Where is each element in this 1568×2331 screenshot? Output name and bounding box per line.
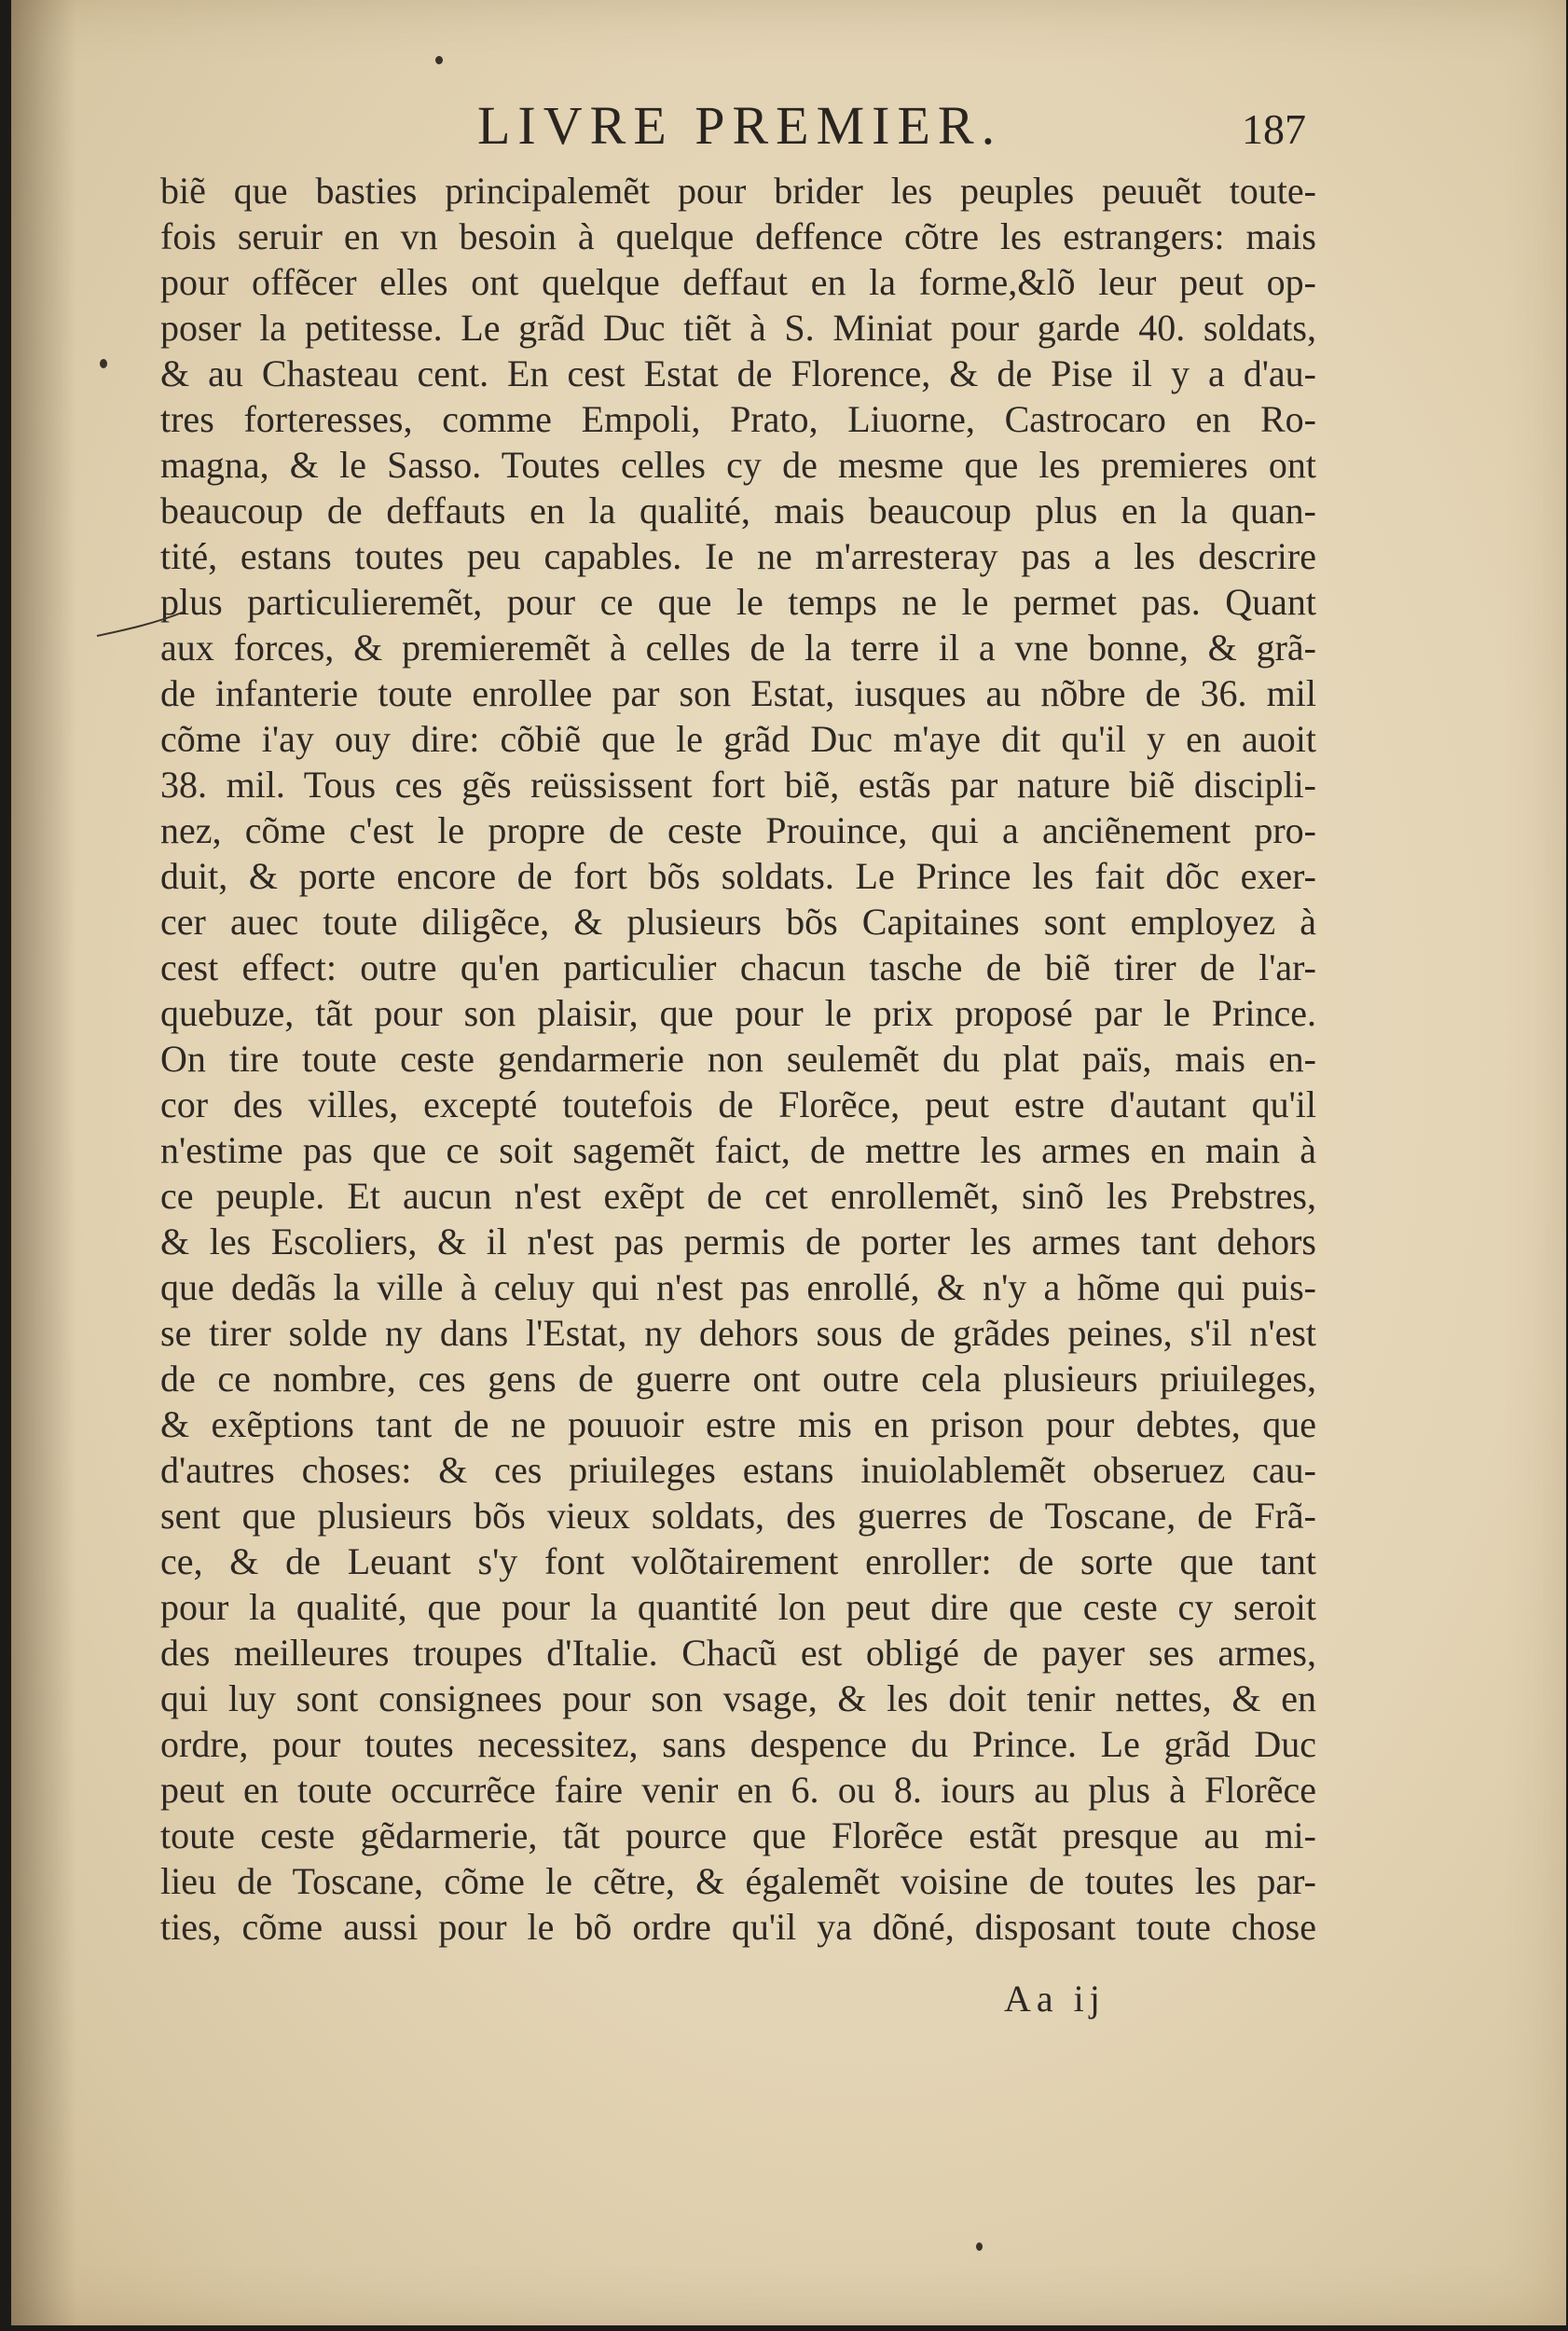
text-line: n'estime pas que ce soit sagemẽt faict, de mettre les armes en main à [160, 1129, 1316, 1171]
text-line: plus particulieremẽt, pour ce que le temps ne le permet pas. Quant [160, 581, 1316, 623]
ink-speck-icon [976, 2242, 983, 2251]
text-line: nez, cõme c'est le propre de ceste Prouince, qui a anciẽnement pro- [160, 809, 1316, 851]
signature-mark: Aa ij [1004, 1978, 1106, 2020]
text-line: fois seruir en vn besoin à quelque deffence cõtre les estrangers: mais [160, 215, 1316, 257]
text-line: des meilleures troupes d'Italie. Chacũ est obligé de payer ses armes, [160, 1632, 1316, 1674]
text-line: ties, cõme aussi pour le bõ ordre qu'il ya dõné, disposant toute chose [160, 1906, 1316, 1948]
margin-pen-stroke-icon [95, 608, 188, 645]
text-line: cor des villes, excepté toutefois de Florẽce, peut estre d'autant qu'il [160, 1083, 1316, 1125]
text-line: ordre, pour toutes necessitez, sans despence du Prince. Le grãd Duc [160, 1723, 1316, 1765]
text-line: tres forteresses, comme Empoli, Prato, Liuorne, Castrocaro en Ro- [160, 398, 1316, 440]
text-line: de ce nombre, ces gens de guerre ont outre cela plusieurs priuileges, [160, 1358, 1316, 1400]
text-line: quebuze, tãt pour son plaisir, que pour le prix proposé par le Prince. [160, 992, 1316, 1034]
text-line: 38. mil. Tous ces gẽs reüssissent fort biẽ, estãs par nature biẽ discipli- [160, 764, 1316, 806]
text-line: tité, estans toutes peu capables. Ie ne m'arresteray pas a les descrire [160, 535, 1316, 577]
text-line: peut en toute occurrẽce faire venir en 6. ou 8. iours au plus à Florẽce [160, 1769, 1316, 1811]
text-line: sent que plusieurs bõs vieux soldats, des guerres de Toscane, de Frã- [160, 1495, 1316, 1537]
text-line: ce, & de Leuant s'y font volõtairement enroller: de sorte que tant [160, 1540, 1316, 1582]
spine-shadow [11, 0, 76, 2325]
ink-speck-icon [435, 56, 443, 64]
book-page [11, 0, 1566, 2325]
text-line: de infanterie toute enrollee par son Estat, iusques au nõbre de 36. mil [160, 672, 1316, 714]
page-number: 187 [1242, 105, 1306, 153]
text-line: biẽ que basties principalemẽt pour brider les peuples peuuẽt toute- [160, 170, 1316, 212]
text-line: cest effect: outre qu'en particulier chacun tasche de biẽ tirer de l'ar- [160, 946, 1316, 988]
text-line: lieu de Toscane, cõme le cẽtre, & égalemẽt voisine de toutes les par- [160, 1860, 1316, 1902]
text-line: On tire toute ceste gendarmerie non seulemẽt du plat païs, mais en- [160, 1038, 1316, 1080]
text-line: duit, & porte encore de fort bõs soldats. Le Prince les fait dõc exer- [160, 855, 1316, 897]
text-line: beaucoup de deffauts en la qualité, mais beaucoup plus en la quan- [160, 490, 1316, 531]
running-title: LIVRE PREMIER. [477, 95, 1003, 156]
text-line: & au Chasteau cent. En cest Estat de Florence, & de Pise il y a d'au- [160, 352, 1316, 394]
text-line: se tirer solde ny dans l'Estat, ny dehors sous de grãdes peines, s'il n'est [160, 1312, 1316, 1354]
text-line: & les Escoliers, & il n'est pas permis de porter les armes tant dehors [160, 1221, 1316, 1262]
text-line: cõme i'ay ouy dire: cõbiẽ que le grãd Duc m'aye dit qu'il y en auoit [160, 718, 1316, 760]
text-line: que dedãs la ville à celuy qui n'est pas enrollé, & n'y a hõme qui puis- [160, 1266, 1316, 1308]
text-line: pour offẽcer elles ont quelque deffaut en la forme,&lõ leur peut op- [160, 261, 1316, 303]
text-line: poser la petitesse. Le grãd Duc tiẽt à S. Miniat pour garde 40. soldats, [160, 307, 1316, 349]
text-line: aux forces, & premieremẽt à celles de la terre il a vne bonne, & grã- [160, 627, 1316, 669]
text-line: d'autres choses: & ces priuileges estans inuiolablemẽt obseruez cau- [160, 1449, 1316, 1491]
text-line: ce peuple. Et aucun n'est exẽpt de cet enrollemẽt, sinõ les Prebstres, [160, 1175, 1316, 1217]
text-line: qui luy sont consignees pour son vsage, & les doit tenir nettes, & en [160, 1677, 1316, 1719]
body-text [160, 168, 1316, 1950]
text-line: toute ceste gẽdarmerie, tãt pource que Florẽce estãt presque au mi- [160, 1814, 1316, 1856]
running-head [11, 89, 1566, 163]
margin-dot-icon [100, 359, 107, 368]
text-line: & exẽptions tant de ne pouuoir estre mis en prison pour debtes, que [160, 1403, 1316, 1445]
text-line: magna, & le Sasso. Toutes celles cy de mesme que les premieres ont [160, 444, 1316, 486]
text-line: cer auec toute diligẽce, & plusieurs bõs Capitaines sont employez à [160, 901, 1316, 943]
text-line: pour la qualité, que pour la quantité lon peut dire que ceste cy seroit [160, 1586, 1316, 1628]
